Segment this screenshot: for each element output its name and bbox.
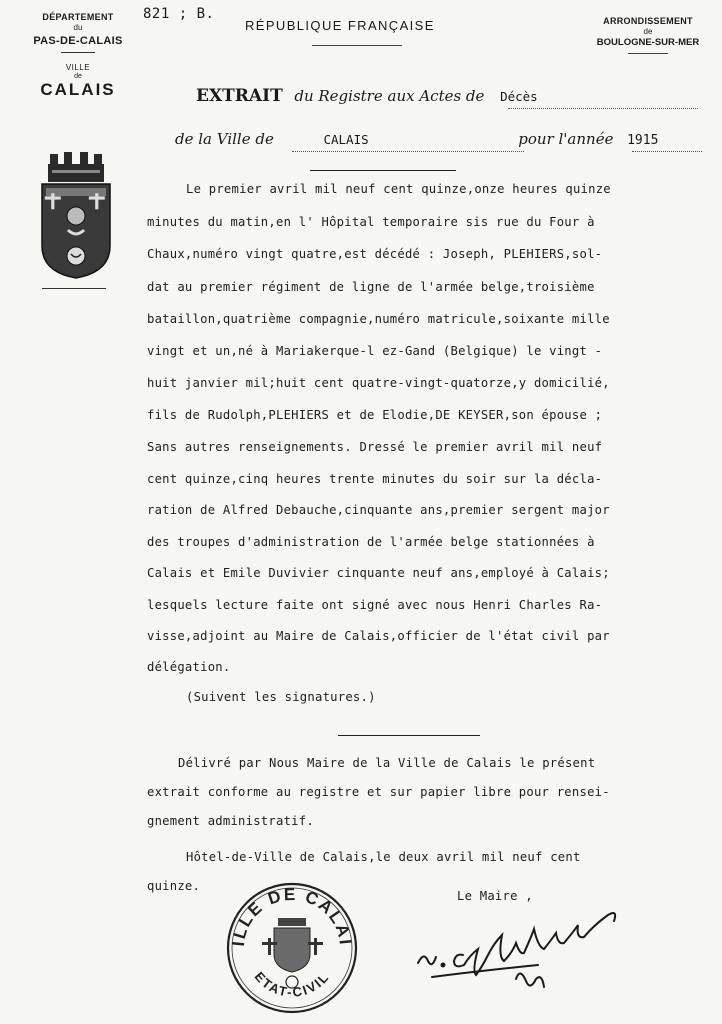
- right-header-rule: [628, 53, 668, 54]
- signature-title: Le Maire ,: [457, 889, 533, 903]
- body-line: Calais et Emile Duvivier cinquante neuf ans,employé à Calais;: [147, 566, 610, 580]
- delivre-line: Délivré par Nous Maire de la Ville de Calais le présent: [178, 756, 596, 770]
- arrondissement-label: ARRONDISSEMENT: [603, 16, 693, 26]
- registre-label: du Registre aux Actes de: [294, 87, 485, 105]
- title-dotted-line-1: [508, 108, 698, 109]
- body-line: lesquels lecture faite ont signé avec nous Henri Charles Ra-: [147, 598, 603, 612]
- delivre-line: extrait conforme au registre et sur papier libre pour rensei-: [147, 785, 610, 799]
- mayor-signature: [408, 895, 638, 1010]
- title-line-1: [196, 86, 538, 106]
- title-line-2: [175, 129, 705, 148]
- title-dotted-line-2: [292, 151, 524, 152]
- arrondissement-de: de: [643, 27, 653, 36]
- svg-text:ETAT-CIVIL: [252, 969, 333, 1000]
- annee-value: 1915: [627, 133, 659, 148]
- stamp-bottom-text: ETAT-CIVIL: [251, 968, 333, 1000]
- arms-underline: [42, 288, 106, 289]
- body-line: fils de Rudolph,PLEHIERS et de Elodie,DE KEYSER,son épouse ;: [147, 408, 603, 422]
- body-line: cent quinze,cinq heures trente minutes du soir sur la décla-: [147, 472, 603, 486]
- body-line: bataillon,quatrième compagnie,numéro matricule,soixante mille: [147, 312, 610, 326]
- body-line: dat au premier régiment de ligne de l'armée belge,troisième: [147, 280, 595, 294]
- divider-ornament: [61, 52, 95, 53]
- ville-label: VILLE: [65, 63, 91, 72]
- closing-line: quinze.: [147, 879, 201, 893]
- center-header-rule: [312, 45, 402, 46]
- body-line: huit janvier mil;huit cent quatre-vingt-quatorze,y domicilié,: [147, 376, 610, 390]
- closing-line: Hôtel-de-Ville de Calais,le deux avril mil neuf cent: [186, 850, 581, 864]
- reference-number: 821 ; B.: [143, 6, 215, 22]
- ville-de-label: de la Ville de: [175, 130, 274, 148]
- de-label: de: [74, 73, 82, 80]
- republique-francaise: RÉPUBLIQUE FRANÇAISE: [245, 18, 435, 33]
- ville-value: CALAIS: [323, 132, 369, 147]
- left-header: [8, 12, 148, 100]
- body-line: ration de Alfred Debauche,cinquante ans,premier sergent major: [147, 503, 610, 517]
- body-line: Sans autres renseignements. Dressé le premier avril mil neuf: [147, 440, 603, 454]
- body-line: Chaux,numéro vingt quatre,est décédé : Joseph, PLEHIERS,sol-: [147, 247, 603, 261]
- stamp-top-text: ILLE DE CALAI: [228, 884, 356, 948]
- title-dotted-line-3: [632, 151, 702, 152]
- body-line: visse,adjoint au Maire de Calais,officier de l'état civil par: [147, 629, 610, 643]
- suivent-signatures: (Suivent les signatures.): [186, 690, 376, 704]
- departement-name: PAS-DE-CALAIS: [33, 35, 123, 47]
- body-line: des troupes d'administration de l'armée belge stationnées à: [147, 535, 595, 549]
- coat-of-arms-icon: [38, 150, 114, 290]
- city-name: CALAIS: [40, 80, 116, 99]
- delivre-line: gnement administratif.: [147, 814, 314, 828]
- title-rule: [310, 170, 456, 171]
- departement-label: DÉPARTEMENT: [42, 12, 114, 22]
- annee-label: pour l'année: [518, 130, 614, 148]
- section-rule: [338, 735, 480, 736]
- body-line: vingt et un,né à Mariakerque-l ez-Gand (Belgique) le vingt -: [147, 344, 603, 358]
- body-line: Le premier avril mil neuf cent quinze,onze heures quinze: [186, 182, 611, 196]
- right-header: [578, 16, 718, 54]
- arrondissement-name: BOULOGNE-SUR-MER: [596, 37, 700, 48]
- body-line: délégation.: [147, 660, 231, 674]
- acte-type: Décès: [500, 89, 538, 104]
- du-label: du: [73, 23, 83, 32]
- etat-civil-stamp: [222, 878, 362, 1018]
- body-line: minutes du matin,en l' Hôpital temporaire sis rue du Four à: [147, 215, 595, 229]
- extrait-label: EXTRAIT: [196, 86, 283, 106]
